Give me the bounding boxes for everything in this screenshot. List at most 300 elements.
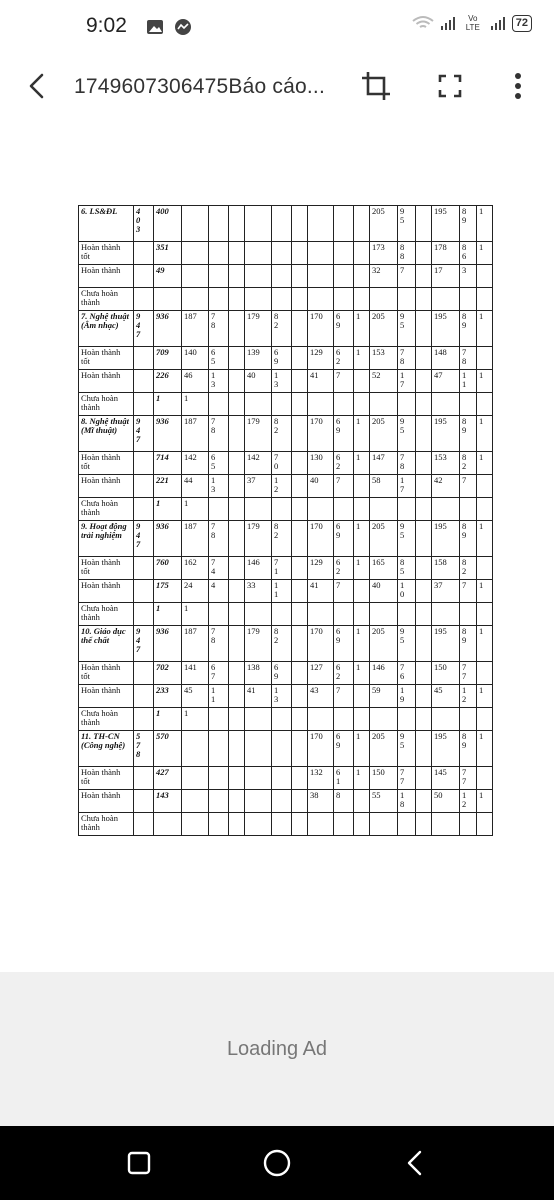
table-cell: 7 7: [460, 662, 477, 685]
table-cell: [308, 498, 334, 521]
ad-banner[interactable]: [0, 972, 554, 1126]
table-cell: [229, 685, 245, 708]
table-cell: 7 8: [398, 347, 416, 370]
table-cell: 7 8: [209, 416, 229, 452]
table-cell: [354, 206, 370, 242]
table-cell: 179: [245, 416, 272, 452]
table-cell: 7: [334, 580, 354, 603]
table-cell: 1: [182, 393, 209, 416]
table-cell: [292, 370, 308, 393]
table-cell: 7 0: [272, 452, 292, 475]
table-cell: 8 9: [460, 311, 477, 347]
row-label: 6. LS&ĐL: [79, 206, 134, 242]
table-row: [79, 521, 493, 557]
table-cell: 1: [477, 206, 493, 242]
table-cell: 38: [308, 790, 334, 813]
table-cell: [416, 626, 432, 662]
table-cell: [416, 347, 432, 370]
table-cell: 1 1: [209, 685, 229, 708]
more-vert-icon[interactable]: [506, 68, 530, 104]
row-label: Hoàn thành tốt: [79, 662, 134, 685]
table-cell: [416, 416, 432, 452]
table-cell: [292, 790, 308, 813]
row-label: 8. Nghệ thuật (Mĩ thuật): [79, 416, 134, 452]
table-cell: 40: [245, 370, 272, 393]
table-cell: 4: [209, 580, 229, 603]
table-cell: 7 6: [398, 662, 416, 685]
signal-icon: [440, 15, 456, 31]
table-cell: [245, 206, 272, 242]
table-cell: 33: [245, 580, 272, 603]
table-cell: [134, 393, 154, 416]
table-cell: 1 2: [460, 790, 477, 813]
table-cell: [416, 708, 432, 731]
table-cell: [416, 242, 432, 265]
table-cell: 709: [154, 347, 182, 370]
table-cell: 1: [477, 311, 493, 347]
table-cell: 41: [308, 370, 334, 393]
table-row: [79, 603, 493, 626]
table-cell: [245, 603, 272, 626]
table-cell: [416, 288, 432, 311]
table-cell: 7: [398, 265, 416, 288]
table-row: [79, 790, 493, 813]
table-cell: [416, 452, 432, 475]
table-cell: 7 1: [272, 557, 292, 580]
table-cell: [334, 393, 354, 416]
home-icon[interactable]: [262, 1148, 292, 1178]
table-cell: [334, 708, 354, 731]
table-cell: 41: [308, 580, 334, 603]
table-cell: [134, 603, 154, 626]
table-cell: 9 4 7: [134, 311, 154, 347]
table-cell: [182, 790, 209, 813]
table-cell: [292, 813, 308, 836]
table-cell: 142: [182, 452, 209, 475]
table-cell: 1: [477, 521, 493, 557]
table-cell: 1: [354, 731, 370, 767]
table-cell: 1: [182, 498, 209, 521]
table-cell: [245, 813, 272, 836]
table-cell: [416, 790, 432, 813]
table-cell: 936: [154, 521, 182, 557]
table-cell: [182, 206, 209, 242]
table-cell: [272, 708, 292, 731]
table-row: [79, 662, 493, 685]
table-cell: 42: [432, 475, 460, 498]
table-cell: 24: [182, 580, 209, 603]
table-cell: [416, 206, 432, 242]
table-cell: 6 9: [334, 311, 354, 347]
table-cell: [229, 206, 245, 242]
table-cell: [292, 288, 308, 311]
table-cell: [229, 603, 245, 626]
table-cell: 55: [370, 790, 398, 813]
row-label: Hoàn thành tốt: [79, 767, 134, 790]
table-cell: [292, 242, 308, 265]
table-cell: 52: [370, 370, 398, 393]
table-cell: 7 8: [460, 347, 477, 370]
table-cell: 17: [432, 265, 460, 288]
table-cell: [354, 603, 370, 626]
table-cell: 8: [334, 790, 354, 813]
table-cell: [229, 498, 245, 521]
table-cell: 6 9: [334, 731, 354, 767]
table-cell: [292, 580, 308, 603]
table-cell: [292, 498, 308, 521]
table-cell: 6 2: [334, 452, 354, 475]
table-cell: 8 2: [272, 311, 292, 347]
table-cell: [182, 731, 209, 767]
table-cell: 1 8: [398, 790, 416, 813]
table-cell: [477, 393, 493, 416]
signal-icon-2: [490, 15, 506, 31]
table-cell: [416, 731, 432, 767]
table-cell: 1: [477, 370, 493, 393]
table-cell: 37: [245, 475, 272, 498]
table-cell: 187: [182, 626, 209, 662]
table-cell: 7 4: [209, 557, 229, 580]
row-label: Hoàn thành: [79, 370, 134, 393]
messenger-icon: [174, 18, 192, 36]
table-cell: 138: [245, 662, 272, 685]
table-cell: 1 7: [398, 370, 416, 393]
table-cell: [272, 265, 292, 288]
table-cell: 1: [354, 662, 370, 685]
table-cell: [272, 813, 292, 836]
document-viewer[interactable]: [0, 120, 554, 972]
table-cell: 936: [154, 311, 182, 347]
table-cell: 221: [154, 475, 182, 498]
table-cell: [272, 731, 292, 767]
table-cell: [134, 813, 154, 836]
status-right: [412, 14, 532, 32]
row-label: Hoàn thành: [79, 580, 134, 603]
crop-icon[interactable]: [358, 68, 394, 104]
table-cell: [292, 393, 308, 416]
table-cell: [182, 767, 209, 790]
table-cell: [209, 242, 229, 265]
table-cell: 7 8: [209, 521, 229, 557]
table-cell: [416, 580, 432, 603]
network-label: Vo LTE: [465, 14, 480, 32]
table-cell: [209, 603, 229, 626]
row-label: Hoàn thành tốt: [79, 347, 134, 370]
table-cell: [432, 498, 460, 521]
table-cell: 1: [354, 452, 370, 475]
table-cell: 1: [354, 626, 370, 662]
table-cell: [398, 393, 416, 416]
table-row: [79, 347, 493, 370]
table-cell: [334, 206, 354, 242]
table-cell: [354, 685, 370, 708]
table-cell: [134, 662, 154, 685]
row-label: Hoàn thành tốt: [79, 557, 134, 580]
table-cell: [334, 498, 354, 521]
table-cell: 1: [154, 708, 182, 731]
table-cell: 41: [245, 685, 272, 708]
table-cell: 6 9: [334, 416, 354, 452]
table-cell: 205: [370, 731, 398, 767]
table-cell: [272, 206, 292, 242]
table-cell: [245, 265, 272, 288]
table-row: [79, 311, 493, 347]
table-cell: 7 7: [460, 767, 477, 790]
table-cell: 40: [370, 580, 398, 603]
table-cell: 1: [477, 731, 493, 767]
table-cell: 8 5: [398, 557, 416, 580]
table-cell: 140: [182, 347, 209, 370]
wifi-icon: [412, 15, 434, 31]
table-cell: 8 8: [398, 242, 416, 265]
table-cell: [209, 393, 229, 416]
table-cell: 6 5: [209, 347, 229, 370]
table-cell: 226: [154, 370, 182, 393]
table-cell: 6 9: [272, 347, 292, 370]
report-table: [78, 205, 493, 836]
table-cell: [229, 580, 245, 603]
table-cell: [354, 708, 370, 731]
table-cell: [416, 265, 432, 288]
table-row: [79, 265, 493, 288]
table-cell: [229, 265, 245, 288]
table-cell: [398, 288, 416, 311]
table-cell: 9 5: [398, 311, 416, 347]
table-row: [79, 731, 493, 767]
table-cell: [334, 813, 354, 836]
table-cell: [292, 475, 308, 498]
table-cell: [229, 708, 245, 731]
table-cell: 6 5: [209, 452, 229, 475]
table-cell: 1: [354, 557, 370, 580]
table-cell: [398, 813, 416, 836]
table-cell: [308, 265, 334, 288]
table-cell: 8 9: [460, 626, 477, 662]
row-label: Hoàn thành: [79, 475, 134, 498]
table-row: [79, 813, 493, 836]
table-cell: [308, 813, 334, 836]
table-cell: 1: [354, 347, 370, 370]
table-cell: 32: [370, 265, 398, 288]
table-cell: 233: [154, 685, 182, 708]
table-cell: 1 3: [272, 370, 292, 393]
table-row: [79, 557, 493, 580]
table-cell: 1 7: [398, 475, 416, 498]
table-cell: [229, 662, 245, 685]
table-cell: [134, 580, 154, 603]
table-cell: [272, 790, 292, 813]
table-cell: [416, 813, 432, 836]
table-cell: [209, 790, 229, 813]
table-cell: [134, 685, 154, 708]
table-cell: 400: [154, 206, 182, 242]
table-cell: [292, 265, 308, 288]
table-cell: 1: [477, 580, 493, 603]
table-cell: 936: [154, 416, 182, 452]
table-cell: 170: [308, 626, 334, 662]
row-label: Chưa hoàn thành: [79, 288, 134, 311]
table-cell: 1 2: [272, 475, 292, 498]
table-cell: [134, 452, 154, 475]
table-cell: [477, 708, 493, 731]
table-cell: 165: [370, 557, 398, 580]
table-cell: 1: [154, 603, 182, 626]
table-cell: [460, 288, 477, 311]
table-cell: 1 1: [272, 580, 292, 603]
row-label: 11. TH-CN (Công nghệ): [79, 731, 134, 767]
table-cell: [370, 708, 398, 731]
table-cell: [154, 288, 182, 311]
row-label: Chưa hoàn thành: [79, 708, 134, 731]
table-cell: [272, 393, 292, 416]
status-time: 9:02: [86, 14, 127, 37]
table-cell: 1 2: [460, 685, 477, 708]
row-label: Hoàn thành: [79, 790, 134, 813]
table-cell: [229, 557, 245, 580]
table-cell: 146: [370, 662, 398, 685]
table-cell: 8 9: [460, 731, 477, 767]
table-cell: 8 9: [460, 416, 477, 452]
table-cell: [272, 498, 292, 521]
row-label: Chưa hoàn thành: [79, 813, 134, 836]
table-cell: [354, 370, 370, 393]
table-row: [79, 767, 493, 790]
table-cell: 46: [182, 370, 209, 393]
table-cell: 9 4 7: [134, 521, 154, 557]
table-cell: 4 0 3: [134, 206, 154, 242]
table-cell: [209, 288, 229, 311]
table-cell: [370, 498, 398, 521]
row-label: 9. Hoạt động trải nghiệm: [79, 521, 134, 557]
row-label: Hoàn thành: [79, 685, 134, 708]
table-cell: [354, 265, 370, 288]
table-cell: [245, 242, 272, 265]
table-cell: [370, 393, 398, 416]
table-cell: [370, 813, 398, 836]
table-cell: 570: [154, 731, 182, 767]
table-cell: 1: [477, 790, 493, 813]
table-cell: [182, 288, 209, 311]
table-cell: 9 5: [398, 416, 416, 452]
table-cell: 1: [354, 311, 370, 347]
table-cell: 178: [432, 242, 460, 265]
table-cell: [477, 265, 493, 288]
table-cell: 179: [245, 626, 272, 662]
table-cell: 1: [477, 626, 493, 662]
recents-icon[interactable]: [124, 1148, 154, 1178]
row-label: 10. Giáo dục thể chất: [79, 626, 134, 662]
table-cell: 7: [334, 370, 354, 393]
table-row: [79, 452, 493, 475]
table-cell: 6 2: [334, 662, 354, 685]
table-cell: 162: [182, 557, 209, 580]
table-cell: [477, 475, 493, 498]
table-cell: [416, 521, 432, 557]
table-cell: [134, 708, 154, 731]
table-cell: 179: [245, 521, 272, 557]
table-row: [79, 475, 493, 498]
table-cell: 40: [308, 475, 334, 498]
table-cell: [292, 708, 308, 731]
table-cell: 8 6: [460, 242, 477, 265]
table-cell: [134, 370, 154, 393]
table-cell: 8 9: [460, 521, 477, 557]
table-cell: [416, 557, 432, 580]
ad-loading-text: Loading Ad: [226, 1038, 328, 1060]
table-cell: [209, 265, 229, 288]
table-cell: 45: [182, 685, 209, 708]
table-cell: [432, 603, 460, 626]
table-cell: 1 9: [398, 685, 416, 708]
table-cell: [292, 767, 308, 790]
table-cell: [154, 813, 182, 836]
table-cell: [229, 790, 245, 813]
table-cell: 179: [245, 311, 272, 347]
table-cell: [209, 708, 229, 731]
table-cell: [245, 498, 272, 521]
table-cell: [272, 767, 292, 790]
table-cell: 8 2: [272, 416, 292, 452]
table-cell: 148: [432, 347, 460, 370]
table-cell: 1: [154, 393, 182, 416]
fullscreen-icon[interactable]: [432, 68, 468, 104]
table-cell: 195: [432, 311, 460, 347]
table-row: [79, 498, 493, 521]
table-cell: [477, 603, 493, 626]
row-label: Chưa hoàn thành: [79, 603, 134, 626]
table-cell: [272, 288, 292, 311]
table-cell: 146: [245, 557, 272, 580]
table-cell: 1 0: [398, 580, 416, 603]
table-cell: 195: [432, 626, 460, 662]
table-cell: [416, 767, 432, 790]
table-cell: [245, 708, 272, 731]
table-cell: [477, 813, 493, 836]
table-cell: 351: [154, 242, 182, 265]
table-cell: [460, 603, 477, 626]
table-cell: 132: [308, 767, 334, 790]
table-cell: [354, 790, 370, 813]
back-arrow-icon[interactable]: [24, 70, 52, 102]
table-row: [79, 685, 493, 708]
row-label: Chưa hoàn thành: [79, 393, 134, 416]
table-cell: [134, 498, 154, 521]
table-cell: [334, 288, 354, 311]
table-cell: [229, 416, 245, 452]
table-cell: [182, 265, 209, 288]
table-cell: [292, 452, 308, 475]
table-cell: 195: [432, 521, 460, 557]
table-cell: 7 8: [209, 626, 229, 662]
table-cell: 143: [154, 790, 182, 813]
table-row: [79, 288, 493, 311]
table-cell: [416, 603, 432, 626]
table-cell: 173: [370, 242, 398, 265]
table-row: [79, 242, 493, 265]
table-cell: [134, 475, 154, 498]
table-cell: [354, 288, 370, 311]
table-cell: [229, 393, 245, 416]
table-cell: 158: [432, 557, 460, 580]
table-cell: 714: [154, 452, 182, 475]
table-cell: [398, 498, 416, 521]
table-cell: [292, 603, 308, 626]
nav-back-icon[interactable]: [400, 1148, 430, 1178]
table-cell: [370, 288, 398, 311]
table-cell: [477, 347, 493, 370]
table-cell: 7: [460, 580, 477, 603]
table-cell: [209, 206, 229, 242]
